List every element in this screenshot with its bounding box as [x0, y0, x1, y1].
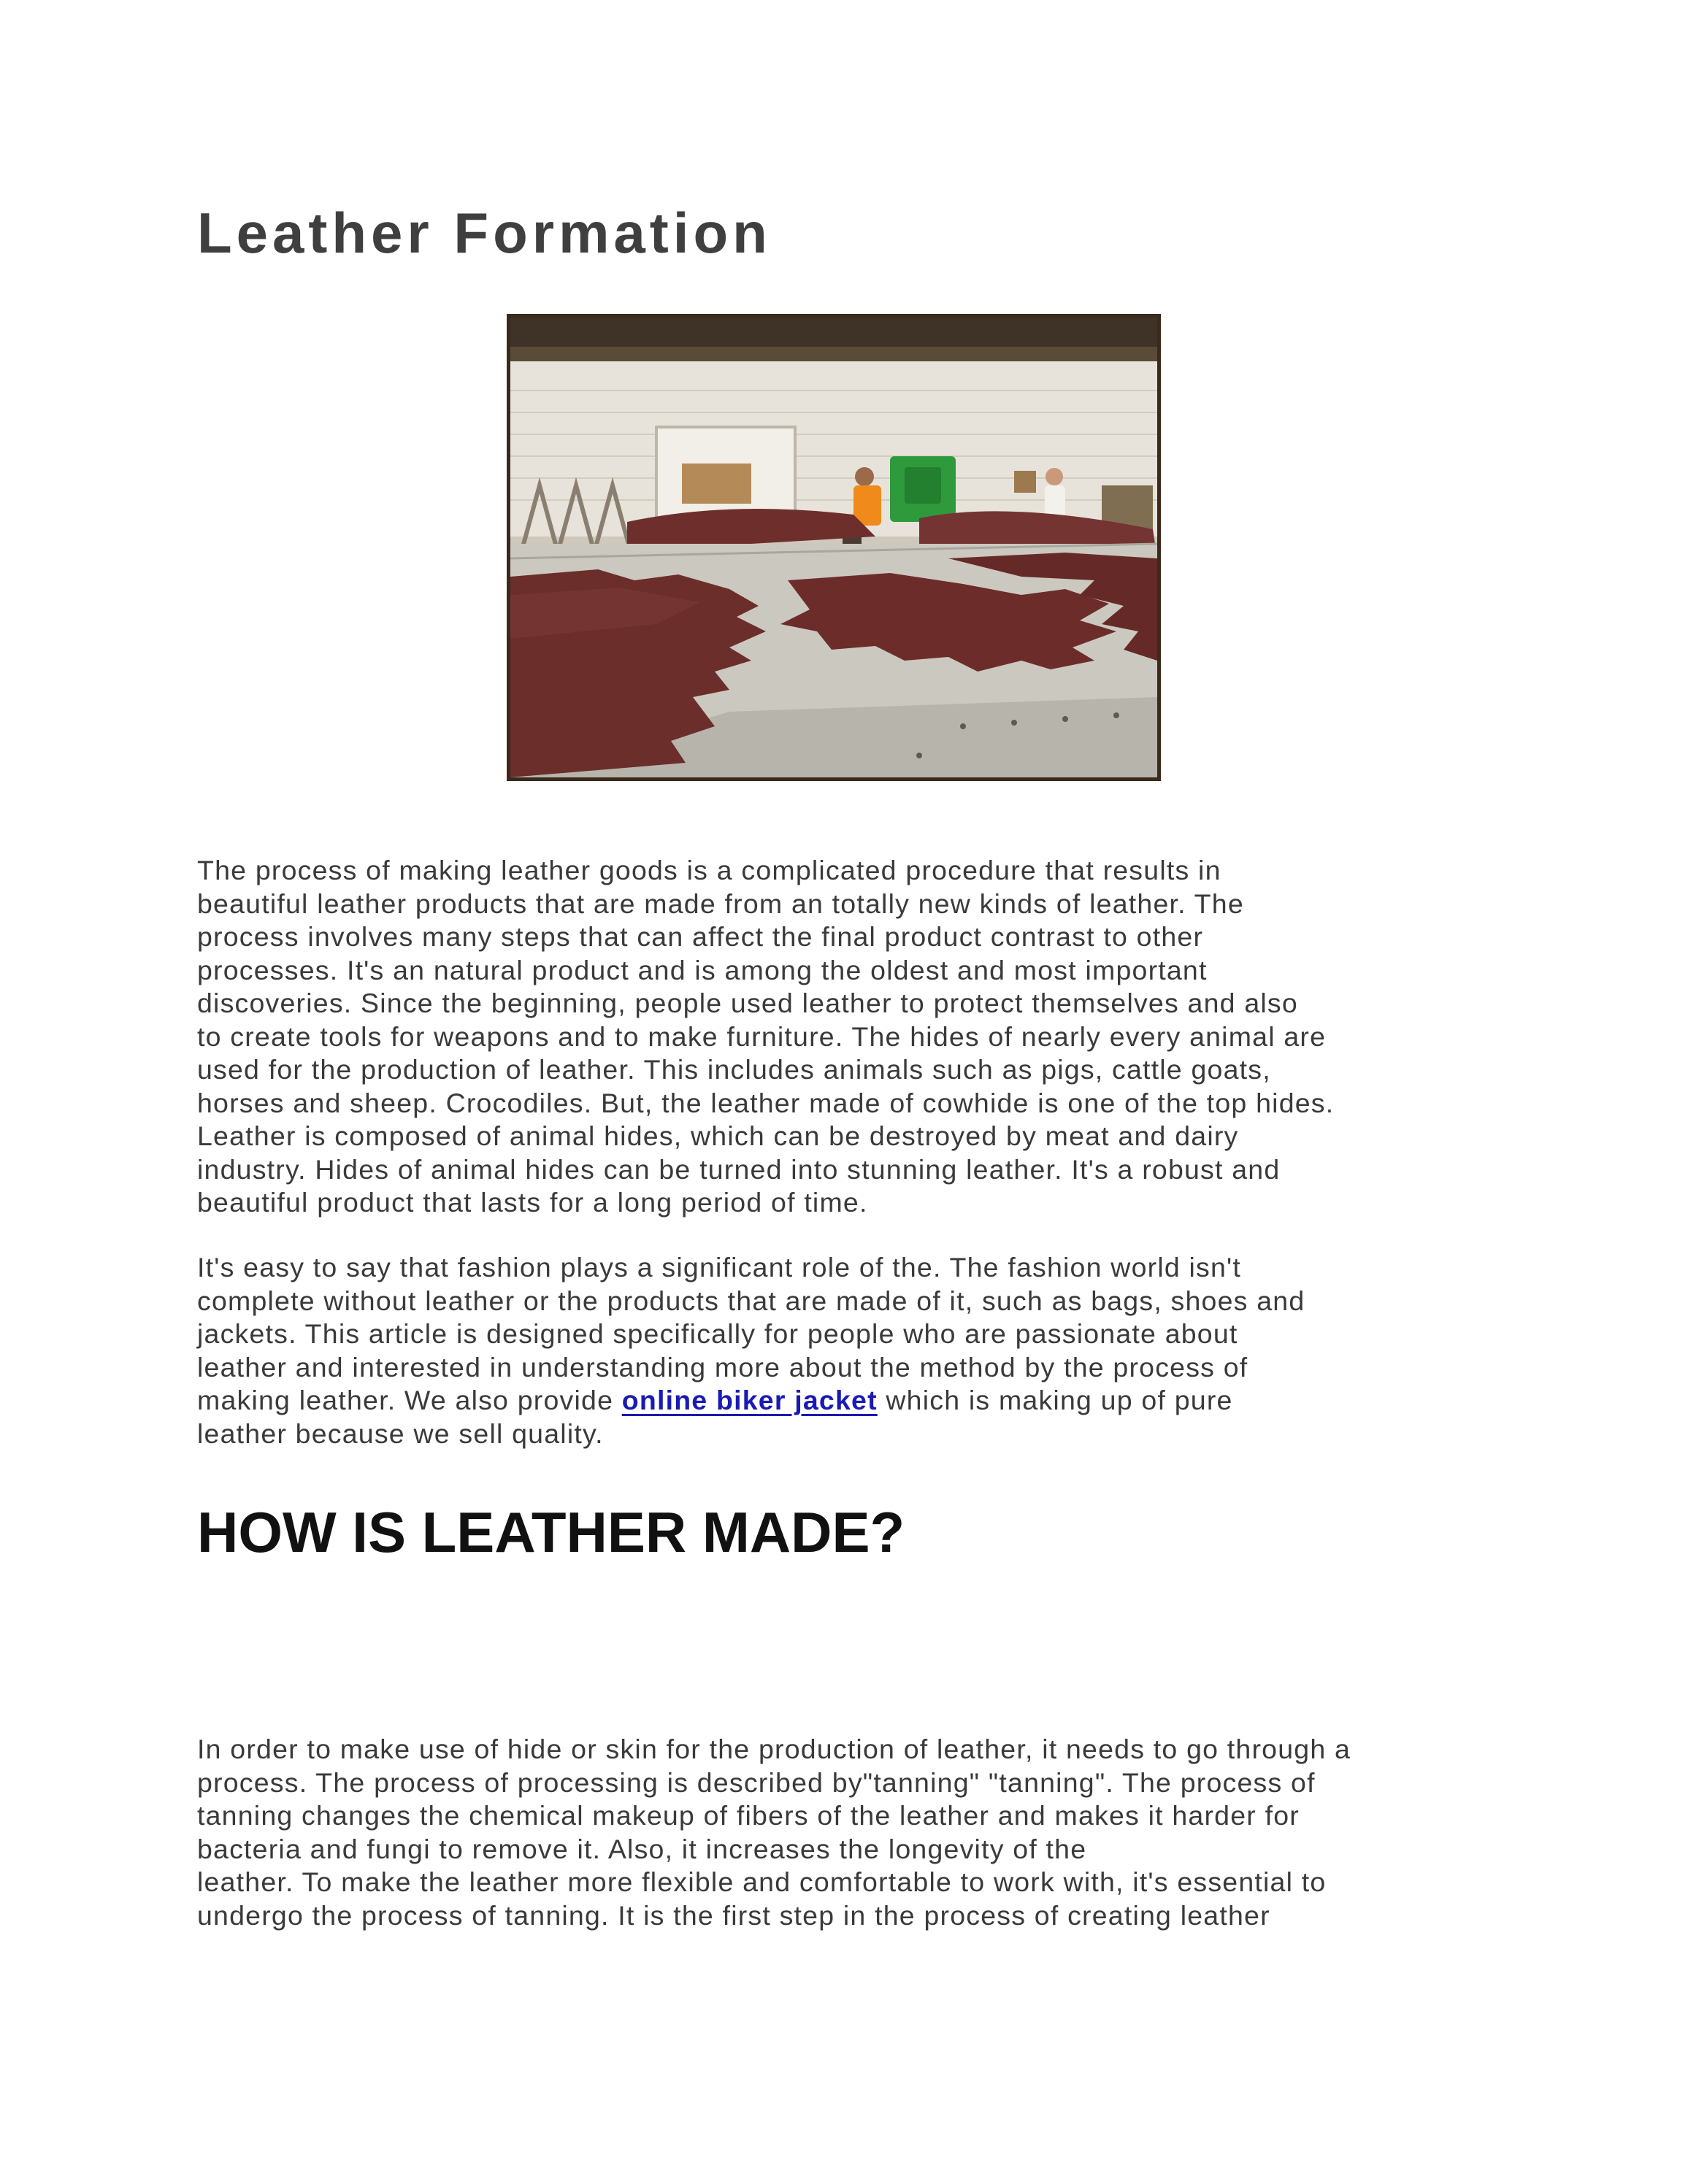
intro-paragraph: [197, 854, 1482, 1220]
paragraph-line: processes. It's an natural product and is among the oldest and most important: [197, 954, 1208, 985]
tannery-photo-illustration: [510, 318, 1157, 777]
paragraph-line: bacteria and fungi to remove it. Also, it increases the longevity of the: [197, 1833, 1087, 1864]
online-biker-jacket-link[interactable]: online biker jacket: [621, 1385, 878, 1415]
paragraph-line: leather because we sell quality.: [197, 1418, 604, 1449]
paragraph-line: process. The process of processing is described by"tanning" "tanning". The process of: [197, 1766, 1316, 1798]
page-title: Leather Formation: [197, 201, 772, 265]
paragraph-line: discoveries. Since the beginning, people used leather to protect themselves and also: [197, 988, 1298, 1018]
paragraph-line: process involves many steps that can affect the final product contrast to other: [197, 921, 1204, 952]
paragraph-line: It's easy to say that fashion plays a significant role of the. The fashion world isn't: [197, 1252, 1242, 1283]
paragraph-line: undergo the process of tanning. It is the first step in the process of creating leather: [197, 1899, 1270, 1931]
paragraph-line: The process of making leather goods is a complicated procedure that results in: [197, 855, 1221, 885]
paragraph-line: horses and sheep. Crocodiles. But, the leather made of cowhide is one of the top hides.: [197, 1087, 1335, 1118]
link-lead-text: making leather. We also provide: [197, 1385, 622, 1415]
paragraph-line-with-link: [197, 1384, 1482, 1418]
paragraph-line: beautiful product that lasts for a long period of time.: [197, 1187, 868, 1218]
paragraph-line: leather and interested in understanding more about the method by the process of: [197, 1351, 1248, 1383]
tannery-photo: [507, 314, 1161, 781]
paragraph-line: complete without leather or the products that are made of it, such as bags, shoes and: [197, 1285, 1305, 1316]
tanning-paragraph: [197, 1733, 1482, 1932]
paragraph-line: In order to make use of hide or skin for the production of leather, it needs to go through a: [197, 1734, 1351, 1764]
paragraph-line: beautiful leather products that are made from an totally new kinds of leather. The: [197, 888, 1244, 919]
paragraph-line: industry. Hides of animal hides can be turned into stunning leather. It's a robust and: [197, 1153, 1281, 1185]
paragraph-line: used for the production of leather. This includes animals such as pigs, cattle goats,: [197, 1054, 1271, 1085]
paragraph-line: to create tools for weapons and to make furniture. The hides of nearly every animal are: [197, 1020, 1327, 1052]
link-trail-text: which is making up of pure: [877, 1385, 1233, 1415]
section-heading: HOW IS LEATHER MADE?: [197, 1500, 905, 1564]
fashion-paragraph: [197, 1251, 1482, 1450]
paragraph-line: tanning changes the chemical makeup of fibers of the leather and makes it harder for: [197, 1800, 1300, 1831]
paragraph-line: jackets. This article is designed specifically for people who are passionate about: [197, 1318, 1238, 1349]
paragraph-line: Leather is composed of animal hides, which can be destroyed by meat and dairy: [197, 1120, 1239, 1151]
paragraph-line: leather. To make the leather more flexible and comfortable to work with, it's essential to: [197, 1866, 1327, 1897]
